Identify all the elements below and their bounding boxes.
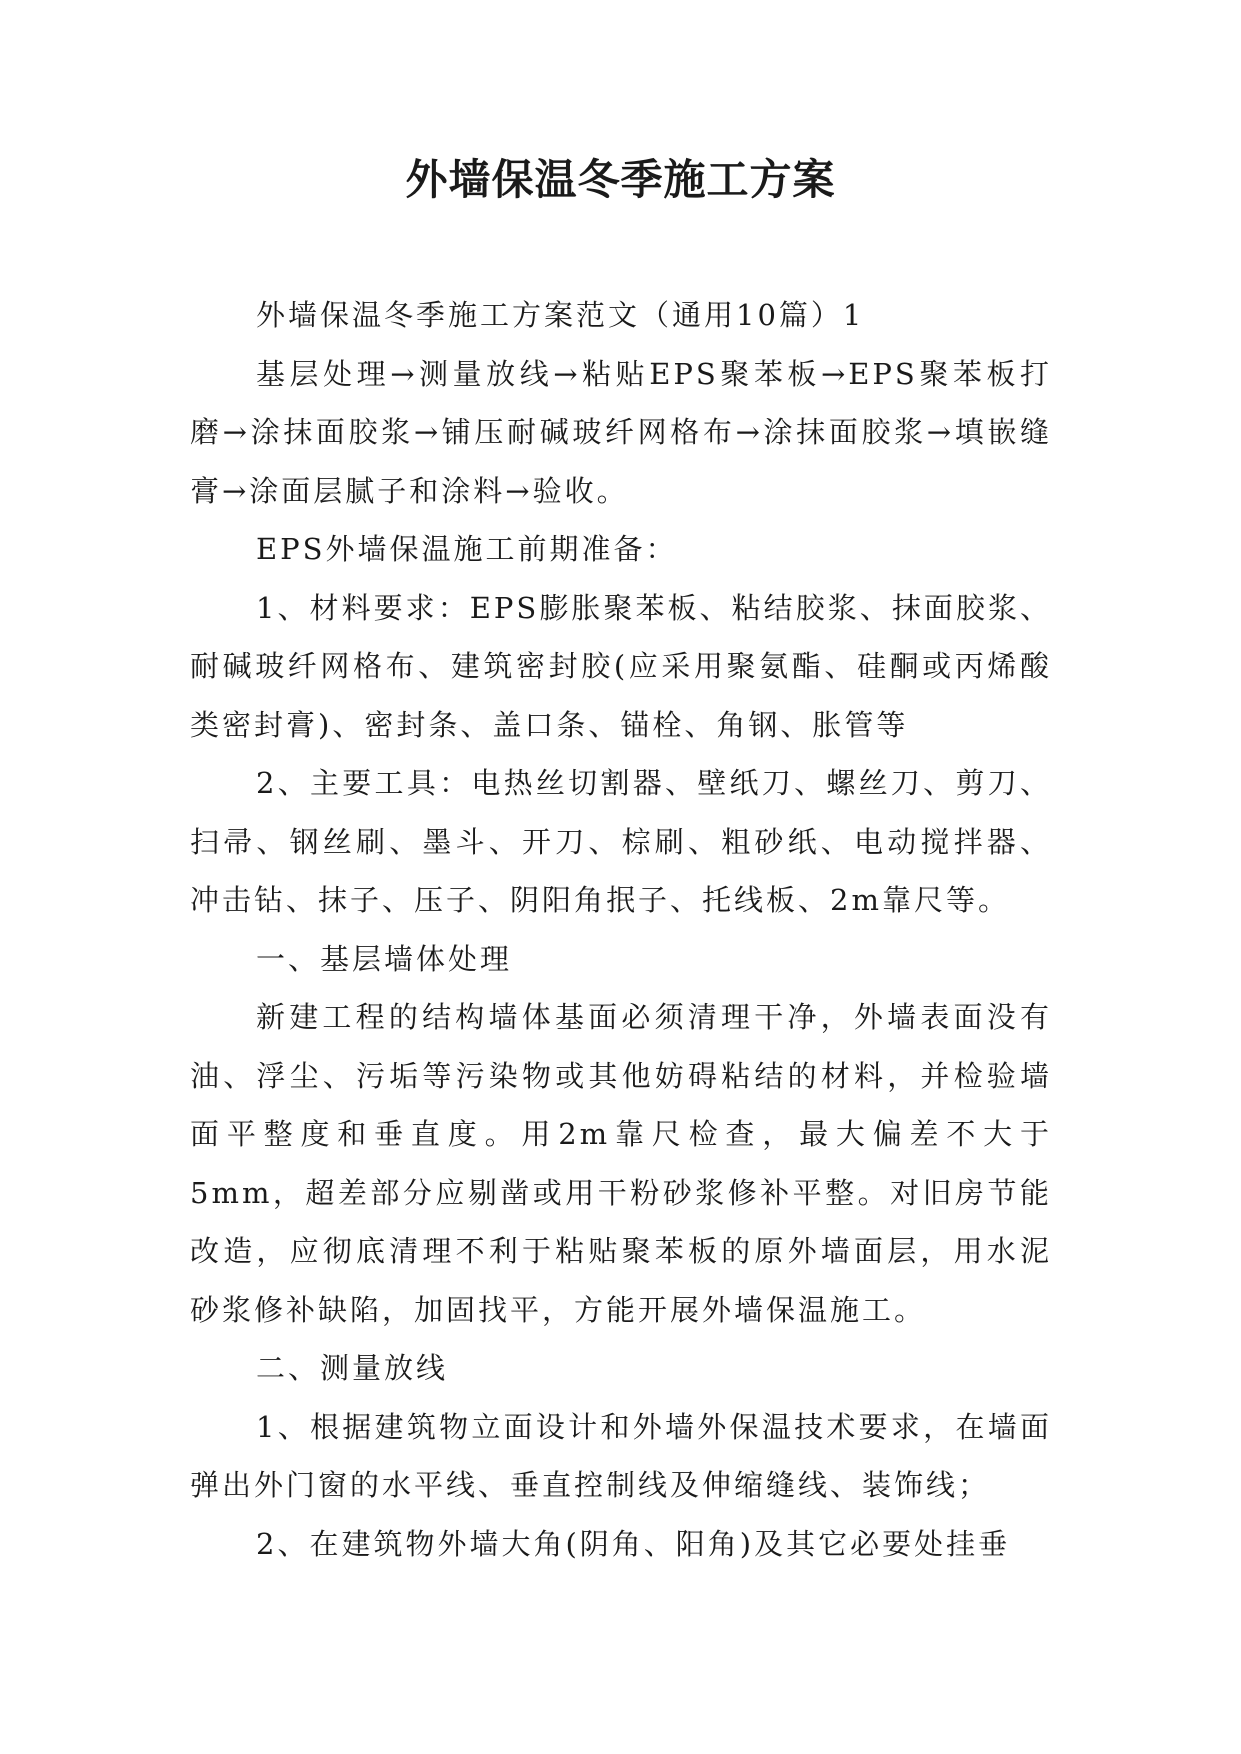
paragraph-preparation-heading: EPS外墙保温施工前期准备： [256,532,678,566]
paragraph-material-requirements: 1、材料要求：EPS膨胀聚苯板、粘结胶浆、抹面胶浆、耐碱玻纤网格布、建筑密封胶(应采用聚氨酯、硅酮或丙烯酸类密封膏)、密封条、盖口条、锚栓、角钢、胀管等 [190,590,1052,742]
section-heading-survey-layout: 二、测量放线 [256,1351,449,1385]
paragraph-survey-step-2: 2、在建筑物外墙大角(阴角、阳角)及其它必要处挂垂 [256,1526,1011,1561]
paragraph-intro: 外墙保温冬季施工方案范文（通用10篇）1 [256,298,865,332]
paragraph-base-wall-treatment: 新建工程的结构墙体基面必须清理干净，外墙表面没有油、浮尘、污垢等污染物或其他妨碍粘结的材料，并检验墙面平整度和垂直度。用2m靠尺检查，最大偏差不大于5mm，超差部分应剔凿或用干粉砂浆修补平整。对旧房节能改造，应彻底清理不利于粘贴聚苯板的原外墙面层，用水泥砂浆修补缺陷，加固找平，方能开展外墙保温施工。 [190,1000,1052,1327]
document-title: 外墙保温冬季施工方案 [405,155,836,204]
paragraph-main-tools: 2、主要工具：电热丝切割器、壁纸刀、螺丝刀、剪刀、扫帚、钢丝刷、墨斗、开刀、棕刷、粗砂纸、电动搅拌器、冲击钻、抹子、压子、阴阳角抿子、托线板、2m靠尺等。 [190,766,1052,917]
section-heading-base-wall: 一、基层墙体处理 [256,941,513,976]
document-body [190,286,1052,1573]
paragraph-process-flow: 基层处理→测量放线→粘贴EPS聚苯板→EPS聚苯板打磨→涂抹面胶浆→铺压耐碱玻纤网格布→涂抹面胶浆→填嵌缝膏→涂面层腻子和涂料→验收。 [190,356,1052,508]
paragraph-survey-step-1: 1、根据建筑物立面设计和外墙外保温技术要求，在墙面弹出外门窗的水平线、垂直控制线及伸缩缝线、装饰线； [190,1409,1052,1502]
